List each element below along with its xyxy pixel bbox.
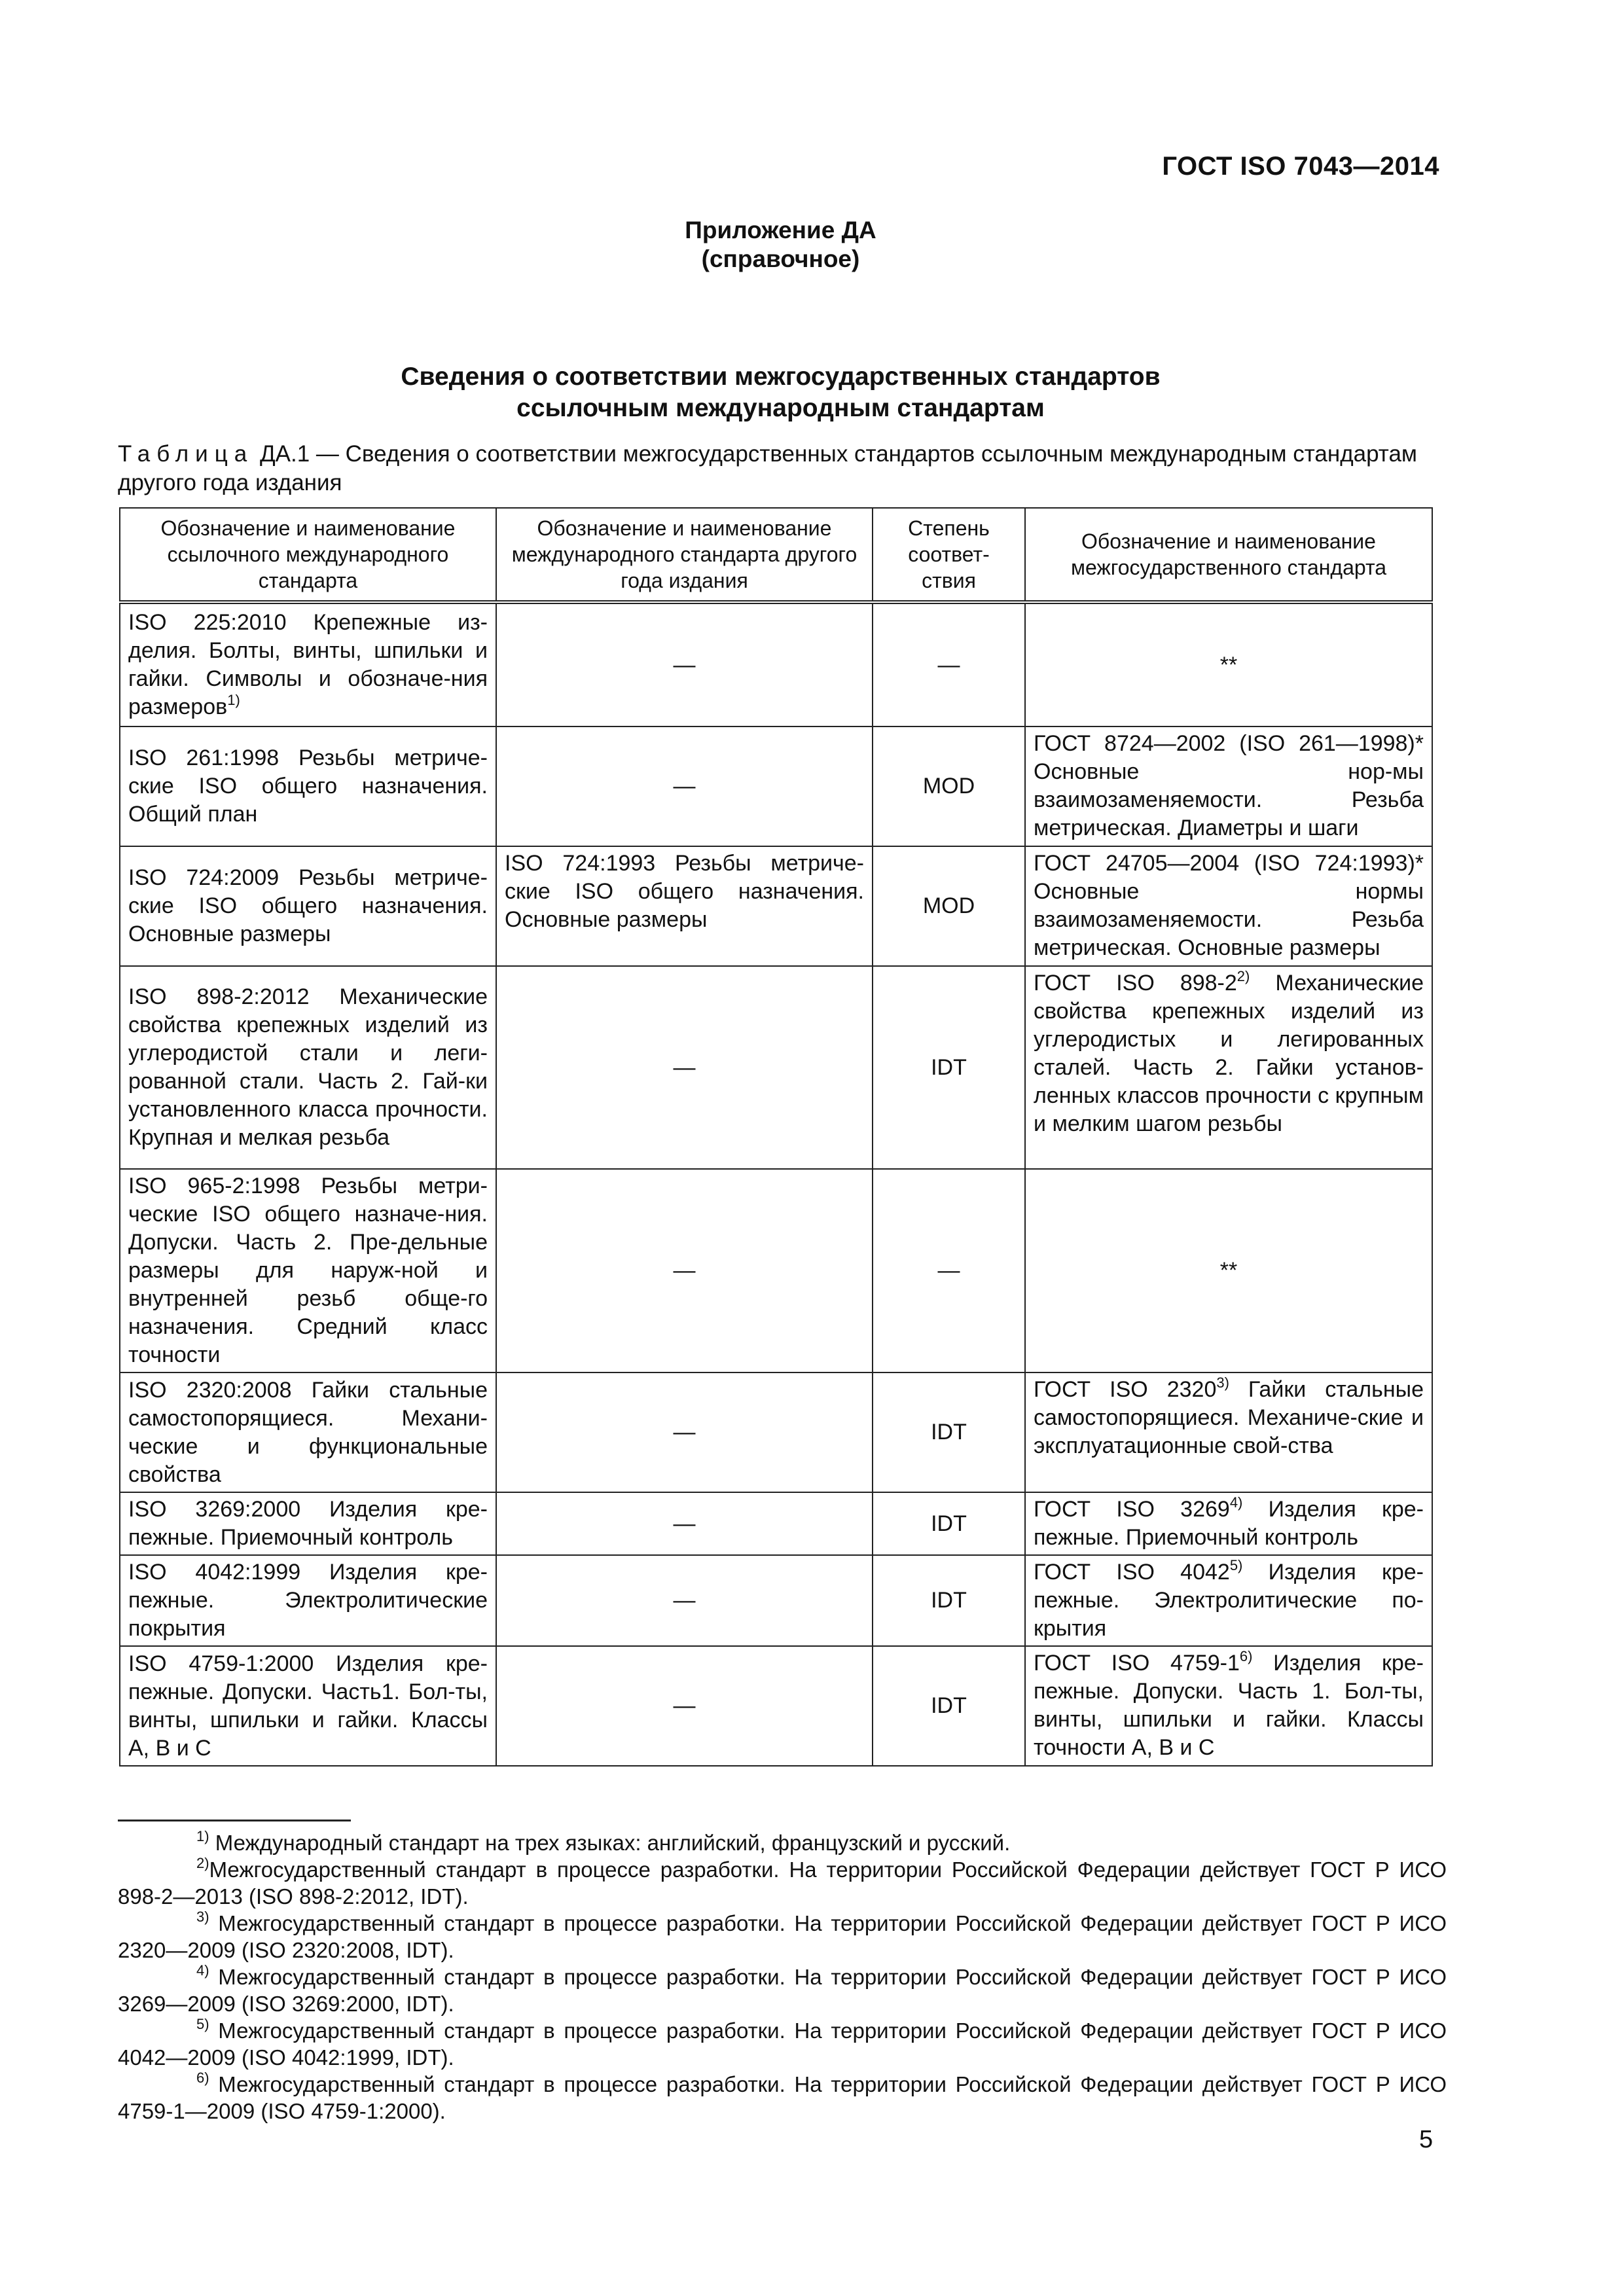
cell-other-year-standard: ISO 724:1993 Резьбы метриче-ские ISO общего назначения. Основные размеры — [496, 846, 873, 966]
cell-interstate-standard — [1025, 1372, 1432, 1492]
footnote-item — [118, 2071, 1447, 2125]
table-row — [120, 602, 1432, 726]
cell-other-year-standard: — — [496, 726, 873, 846]
cell-reference-standard — [120, 602, 496, 726]
reference-standard-text: ISO 724:2009 Резьбы метриче-ские ISO общего назначения. Основные размеры — [128, 865, 488, 946]
cell-degree: MOD — [873, 726, 1025, 846]
section-title — [0, 361, 1561, 424]
section-title-line-2: ссылочным международным стандартам — [516, 394, 1045, 422]
interstate-standard-text: ГОСТ ISO 2320 — [1034, 1377, 1217, 1402]
interstate-standard-title: Изделия кре-пежные. Приемочный контроль — [1034, 1497, 1424, 1550]
correspondence-table-wrapper — [119, 507, 1433, 1767]
footnote-marker: 3) — [1216, 1374, 1229, 1391]
section-title-line-1: Сведения о соответствии межгосударственных стандартов — [401, 363, 1161, 391]
interstate-standard-title: Гайки стальные самостопорящиеся. Механиче-ские и эксплуатационные свой-ства — [1034, 1377, 1424, 1458]
footnote-item — [118, 2017, 1447, 2071]
footnote-marker: 2) — [196, 1855, 209, 1871]
interstate-standard-text: ГОСТ 8724—2002 (ISO 261—1998)* Основные нор-мы взаимозаменяемости. Резьба метрическая. Диаметры и шаги — [1034, 731, 1424, 840]
cell-interstate-standard — [1025, 602, 1432, 726]
footnote-text: Межгосударственный стандарт в процессе разработки. На территории Российской Федерации действует ГОСТ Р ИСО 898-2—2013 (ISO 898-2:2012, IDT). — [118, 1857, 1447, 1909]
footnote-item — [118, 1829, 1447, 1856]
interstate-standard-text: ** — [1219, 1258, 1238, 1283]
table-row — [120, 966, 1432, 1169]
table-row — [120, 1555, 1432, 1646]
footnote-marker: 4) — [1229, 1494, 1243, 1511]
column-header-reference-standard: Обозначение и наименование ссылочного международного стандарта — [120, 508, 496, 602]
footnote-item — [118, 1856, 1447, 1910]
cell-other-year-standard: — — [496, 1646, 873, 1766]
cell-reference-standard — [120, 1646, 496, 1766]
footnote-marker: 1) — [227, 691, 240, 708]
footnote-text: Межгосударственный стандарт в процессе разработки. На территории Российской Федерации действует ГОСТ Р ИСО 4759-1—2009 (ISO 4759-1:2000). — [118, 2072, 1447, 2123]
cell-degree: IDT — [873, 1372, 1025, 1492]
cell-degree: IDT — [873, 1492, 1025, 1555]
cell-interstate-standard — [1025, 1492, 1432, 1555]
footnote-marker: 5) — [196, 2016, 209, 2032]
table-row — [120, 1492, 1432, 1555]
table-caption-text: ДА.1 — Сведения о соответствии межгосударственных стандартов ссылочным международным стандартам другого года издания — [118, 441, 1417, 495]
table-row — [120, 846, 1432, 966]
cell-other-year-standard: — — [496, 1492, 873, 1555]
cell-other-year-standard: — — [496, 602, 873, 726]
table-header-row — [120, 508, 1432, 602]
cell-degree: IDT — [873, 966, 1025, 1169]
interstate-standard-text: ГОСТ ISO 898-2 — [1034, 971, 1237, 996]
interstate-standard-text: ГОСТ 24705—2004 (ISO 724:1993)* Основные нормы взаимозаменяемости. Резьба метрическая. Основные размеры — [1034, 851, 1424, 960]
cell-reference-standard — [120, 1555, 496, 1646]
table-caption — [118, 440, 1447, 497]
reference-standard-text: ISO 261:1998 Резьбы метриче-ские ISO общего назначения. Общий план — [128, 745, 488, 827]
column-header-degree: Степень соответ-ствия — [873, 508, 1025, 602]
appendix-title: Приложение ДА — [685, 217, 876, 243]
footnote-item — [118, 1910, 1447, 1964]
reference-standard-text: ISO 225:2010 Крепежные из-делия. Болты, винты, шпильки и гайки. Символы и обозначе-ния размеров — [128, 610, 488, 719]
footnote-marker: 6) — [1239, 1647, 1253, 1664]
table-caption-label: Таблица — [118, 441, 254, 467]
cell-other-year-standard: — — [496, 1555, 873, 1646]
footnote-text: Межгосударственный стандарт в процессе разработки. На территории Российской Федерации действует ГОСТ Р ИСО 3269—2009 (ISO 3269:2000, IDT). — [118, 1965, 1447, 2016]
correspondence-table — [119, 507, 1433, 1767]
cell-other-year-standard: — — [496, 1169, 873, 1372]
reference-standard-text: ISO 4759-1:2000 Изделия кре-пежные. Допуски. Часть1. Бол-ты, винты, шпильки и гайки. Классы A, B и C — [128, 1651, 488, 1761]
interstate-standard-text: ** — [1219, 652, 1238, 677]
column-header-other-year-standard: Обозначение и наименование международного стандарта другого года издания — [496, 508, 873, 602]
footnote-marker: 3) — [196, 1909, 209, 1925]
cell-reference-standard — [120, 966, 496, 1169]
reference-standard-text: ISO 4042:1999 Изделия кре-пежные. Электролитические покрытия — [128, 1560, 488, 1641]
cell-interstate-standard — [1025, 1169, 1432, 1372]
cell-reference-standard — [120, 1169, 496, 1372]
footnotes — [118, 1829, 1447, 2125]
cell-other-year-standard: — — [496, 966, 873, 1169]
interstate-standard-text: ГОСТ ISO 4759-1 — [1034, 1651, 1240, 1676]
cell-reference-standard — [120, 1372, 496, 1492]
footnote-marker: 4) — [196, 1962, 209, 1979]
interstate-standard-title: Изделия кре-пежные. Электролитические по-крытия — [1034, 1560, 1424, 1641]
cell-interstate-standard — [1025, 966, 1432, 1169]
cell-interstate-standard — [1025, 1555, 1432, 1646]
table-row — [120, 1372, 1432, 1492]
reference-standard-text: ISO 3269:2000 Изделия кре-пежные. Приемочный контроль — [128, 1497, 488, 1550]
footnote-text: Международный стандарт на трех языках: английский, французский и русский. — [209, 1831, 1011, 1855]
footnote-item — [118, 1964, 1447, 2017]
page-number: 5 — [1419, 2126, 1434, 2153]
footnote-marker: 5) — [1229, 1556, 1243, 1573]
footnote-text: Межгосударственный стандарт в процессе разработки. На территории Российской Федерации действует ГОСТ Р ИСО 4042—2009 (ISO 4042:1999, IDT). — [118, 2018, 1447, 2070]
cell-degree: IDT — [873, 1555, 1025, 1646]
cell-degree: — — [873, 1169, 1025, 1372]
interstate-standard-title: Изделия кре-пежные. Допуски. Часть 1. Бол-ты, винты, шпильки и гайки. Классы точности A, B и C — [1034, 1651, 1424, 1760]
footnote-marker: 1) — [196, 1828, 209, 1844]
cell-reference-standard — [120, 1492, 496, 1555]
cell-reference-standard — [120, 846, 496, 966]
interstate-standard-title: Механические свойства крепежных изделий из углеродистых и легированных сталей. Часть 2. Гайки установ-ленных классов прочности с крупным и мелким шагом резьбы — [1034, 971, 1424, 1136]
cell-interstate-standard — [1025, 726, 1432, 846]
table-row — [120, 726, 1432, 846]
table-row — [120, 1646, 1432, 1766]
footnote-marker: 6) — [196, 2070, 209, 2086]
cell-interstate-standard — [1025, 846, 1432, 966]
column-header-interstate-standard: Обозначение и наименование межгосударственного стандарта — [1025, 508, 1432, 602]
cell-other-year-standard: — — [496, 1372, 873, 1492]
cell-degree: — — [873, 602, 1025, 726]
appendix-subtitle: (справочное) — [701, 245, 860, 272]
cell-reference-standard — [120, 726, 496, 846]
footnote-separator — [118, 1820, 351, 1821]
interstate-standard-text: ГОСТ ISO 4042 — [1034, 1560, 1230, 1585]
reference-standard-text: ISO 965-2:1998 Резьбы метри-ческие ISO общего назначе-ния. Допуски. Часть 2. Пре-дельные размеры для наруж-ной и внутренней резьб обще-го назначения. Средний класс точности — [128, 1174, 488, 1367]
footnote-text: Межгосударственный стандарт в процессе разработки. На территории Российской Федерации действует ГОСТ Р ИСО 2320—2009 (ISO 2320:2008, IDT). — [118, 1911, 1447, 1962]
interstate-standard-text: ГОСТ ISO 3269 — [1034, 1497, 1230, 1522]
table-row — [120, 1169, 1432, 1372]
reference-standard-text: ISO 898-2:2012 Механические свойства крепежных изделий из углеродистой стали и леги-рованной стали. Часть 2. Гай-ки установленного класса прочности. Крупная и мелкая резьба — [128, 984, 488, 1150]
cell-interstate-standard — [1025, 1646, 1432, 1766]
footnote-marker: 2) — [1236, 967, 1250, 984]
reference-standard-text: ISO 2320:2008 Гайки стальные самостопорящиеся. Механи-ческие и функциональные свойства — [128, 1377, 488, 1487]
cell-degree: IDT — [873, 1646, 1025, 1766]
document-standard-code: ГОСТ ISO 7043—2014 — [1162, 152, 1439, 181]
cell-degree: MOD — [873, 846, 1025, 966]
appendix-heading — [0, 216, 1561, 274]
